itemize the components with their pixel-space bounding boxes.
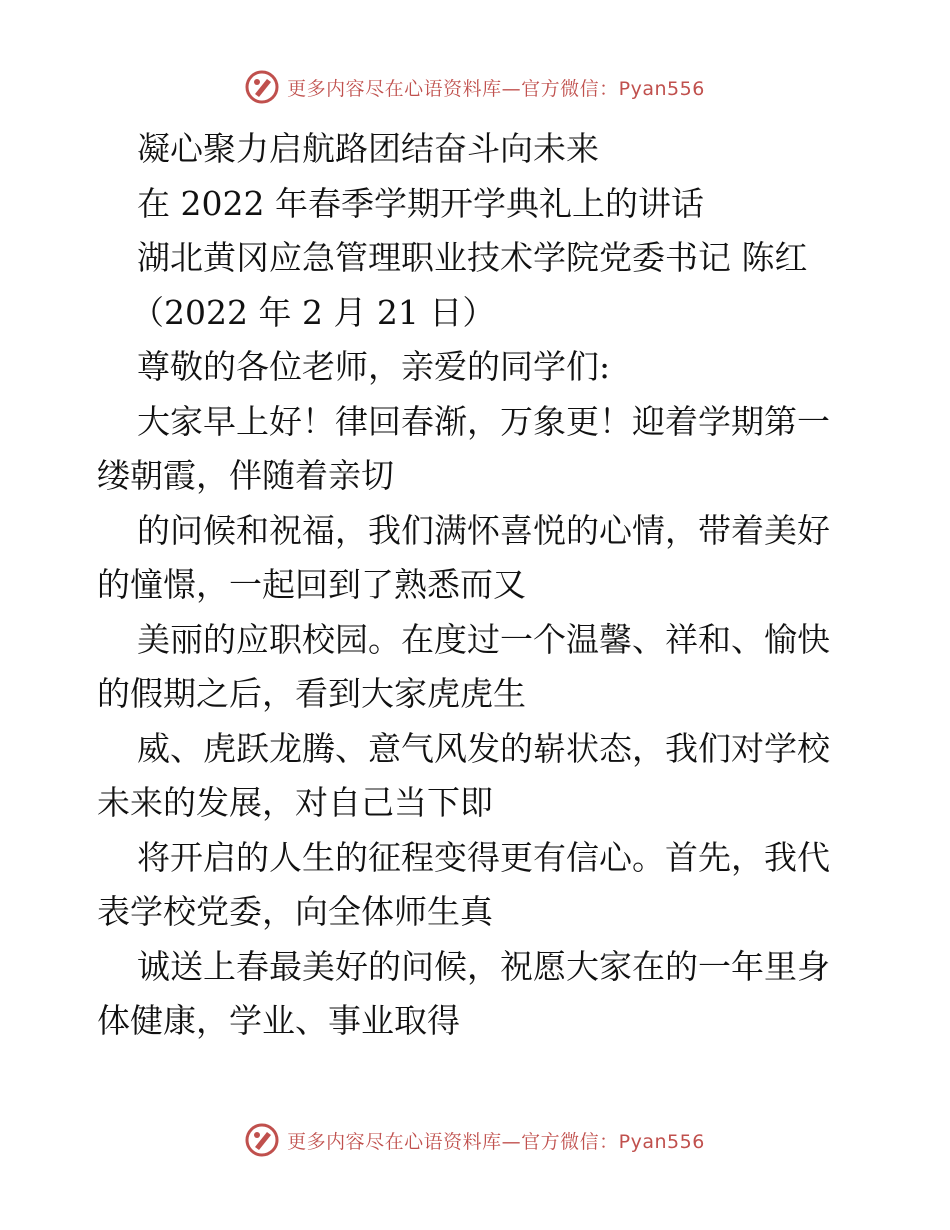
salutation: 尊敬的各位老师，亲爱的同学们:	[137, 347, 611, 386]
paragraph-line: 未来的发展，对自己当下即	[97, 783, 493, 822]
paragraph-line: 的问候和祝福，我们满怀喜悦的心情，带着美好	[137, 510, 830, 550]
paragraph-line: 美丽的应职校园。在度过一个温馨、祥和、愉快	[137, 619, 830, 659]
paragraph-line: 表学校党委，向全体师生真	[97, 892, 493, 931]
paragraph-line: 的憧憬，一起回到了熟悉而又	[97, 565, 526, 604]
paragraph-line: 诚送上春最美好的问候，祝愿大家在的一年里身	[137, 946, 830, 986]
document-title: 凝心聚力启航路团结奋斗向未来	[137, 129, 599, 168]
document-author: 湖北黄冈应急管理职业技术学院党委书记 陈红	[137, 238, 808, 277]
paragraph-line: 体健康，学业、事业取得	[97, 1001, 460, 1040]
paragraph-line: 大家早上好！律回春渐，万象更！迎着学期第一	[137, 401, 830, 441]
footer-watermark	[0, 1123, 950, 1157]
paragraph-line: 缕朝霞，伴随着亲切	[97, 456, 394, 495]
pen-seal-logo-icon	[245, 1123, 279, 1157]
document-subtitle: 在 2022 年春季学期开学典礼上的讲话	[137, 183, 704, 223]
paragraph-line: 的假期之后，看到大家虎虎生	[97, 674, 526, 713]
watermark-text: 更多内容尽在心语资料库—官方微信：Pyan556	[287, 1130, 705, 1153]
paragraph-lines	[97, 395, 857, 1049]
watermark-text: 更多内容尽在心语资料库—官方微信：Pyan556	[287, 77, 705, 100]
paragraph-line: 威、虎跃龙腾、意气风发的崭状态，我们对学校	[137, 728, 830, 768]
header-watermark	[0, 70, 950, 104]
document-date: （2022 年 2 月 21 日）	[131, 292, 496, 332]
pen-seal-logo-icon	[245, 70, 279, 104]
paragraph-line: 将开启的人生的征程变得更有信心。首先，我代	[137, 837, 830, 877]
speech-body	[97, 122, 857, 1049]
